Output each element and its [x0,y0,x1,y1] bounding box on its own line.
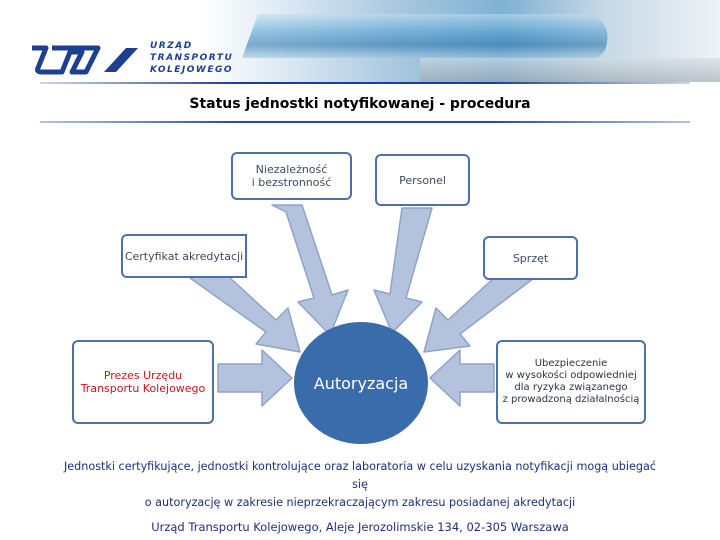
node-label: Ubezpieczenie w wysokości odpowiedniej dla ryzyka związanego z prowadzoną działalnością [502,358,640,405]
node-insurance [496,340,646,424]
node-label: Certyfikat akredytacji [124,249,244,263]
office-address: Urząd Transportu Kolejowego, Aleje Jerozolimskie 134, 02-305 Warszawa [151,520,569,534]
logo-line: KOLEJOWEGO [150,65,234,75]
node-president [72,340,214,424]
page-title: Status jednostki notyfikowanej - procedura [189,96,531,112]
node-label: Prezes Urzędu Transportu Kolejowego [80,369,206,395]
node-personnel [375,154,470,206]
node-equipment [483,236,578,280]
node-label: Niezależność i bezstronność [251,163,332,189]
note-line: o autoryzację w zakresie nieprzekraczającym zakresu posiadanej akredytacji [144,496,576,509]
node-certificate [121,234,247,278]
arrow-president-to-authorization [218,350,292,406]
procedure-note [40,458,680,512]
arrow-certificate-to-authorization [190,265,300,352]
arrow-personnel-to-authorization [374,208,432,333]
node-authorization [294,322,428,444]
logo-line: TRANSPORTU [150,53,234,63]
node-label: Sprzęt [512,251,549,265]
note-line: Jednostki certyfikujące, jednostki kontrolujące oraz laboratoria w celu uzyskania notyfikacji mogą ubiegać [63,460,657,473]
note-line: się [352,478,368,491]
node-label: Autoryzacja [313,373,409,393]
node-label: Personel [399,173,446,187]
logo-line: URZĄD [150,41,193,51]
node-independence [231,152,352,200]
arrow-insurance-to-authorization [430,350,494,406]
